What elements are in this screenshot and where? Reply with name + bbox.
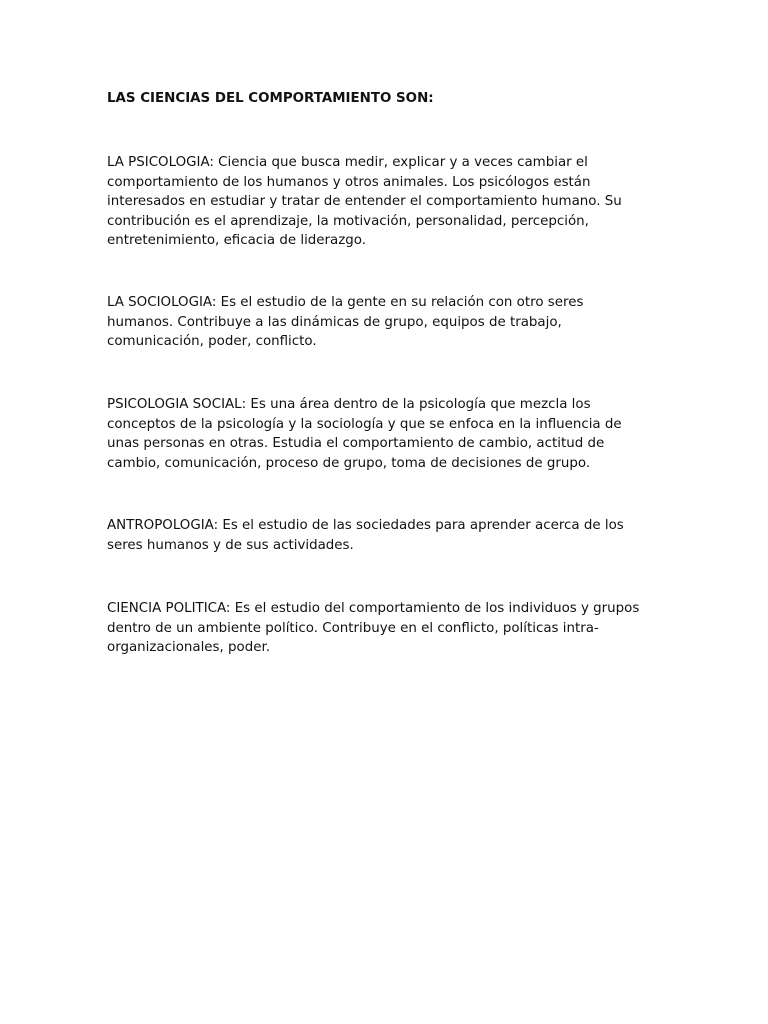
- paragraph-line: comunicación, poder, conflicto.: [107, 334, 317, 349]
- paragraph-line: interesados en estudiar y tratar de entender el comportamiento humano. Su: [107, 194, 622, 209]
- paragraph-line: cambio, comunicación, proceso de grupo, toma de decisiones de grupo.: [107, 455, 591, 471]
- paragraph-line: CIENCIA POLITICA: Es el estudio del comportamiento de los individuos y grupos: [107, 601, 640, 616]
- paragraph-line: comportamiento de los humanos y otros animales. Los psicólogos están: [107, 174, 591, 190]
- paragraph-sociologia: [107, 293, 583, 352]
- paragraph-antropologia: [107, 516, 624, 555]
- paragraph-line: contribución es el aprendizaje, la motivación, personalidad, percepción,: [107, 213, 589, 229]
- paragraph-line: humanos. Contribuye a las dinámicas de grupo, equipos de trabajo,: [107, 314, 562, 330]
- paragraph-line: conceptos de la psicología y la sociología y que se enfoca en la influencia de: [107, 416, 622, 432]
- paragraph-line: entretenimiento, eficacia de liderazgo.: [107, 233, 366, 248]
- paragraph-line: PSICOLOGIA SOCIAL: Es una área dentro de la psicología que mezcla los: [107, 397, 591, 412]
- paragraph-line: organizacionales, poder.: [107, 640, 270, 655]
- paragraph-psicologia: [107, 153, 622, 251]
- paragraph-line: LA SOCIOLOGIA: Es el estudio de la gente en su relación con otro seres: [107, 295, 584, 310]
- paragraph-line: LA PSICOLOGIA: Ciencia que busca medir, explicar y a veces cambiar el: [107, 155, 588, 170]
- paragraph-psicologia-social: [107, 395, 622, 473]
- paragraph-line: seres humanos y de sus actividades.: [107, 537, 354, 553]
- document-page: [107, 89, 667, 655]
- paragraph-line: dentro de un ambiente político. Contribuye en el conflicto, políticas intra-: [107, 620, 599, 636]
- paragraph-line: unas personas en otras. Estudia el comportamiento de cambio, actitud de: [107, 436, 605, 451]
- document-heading: LAS CIENCIAS DEL COMPORTAMIENTO SON:: [107, 91, 434, 106]
- paragraph-line: ANTROPOLOGIA: Es el estudio de las sociedades para aprender acerca de los: [107, 518, 624, 533]
- paragraph-ciencia-politica: [107, 599, 639, 658]
